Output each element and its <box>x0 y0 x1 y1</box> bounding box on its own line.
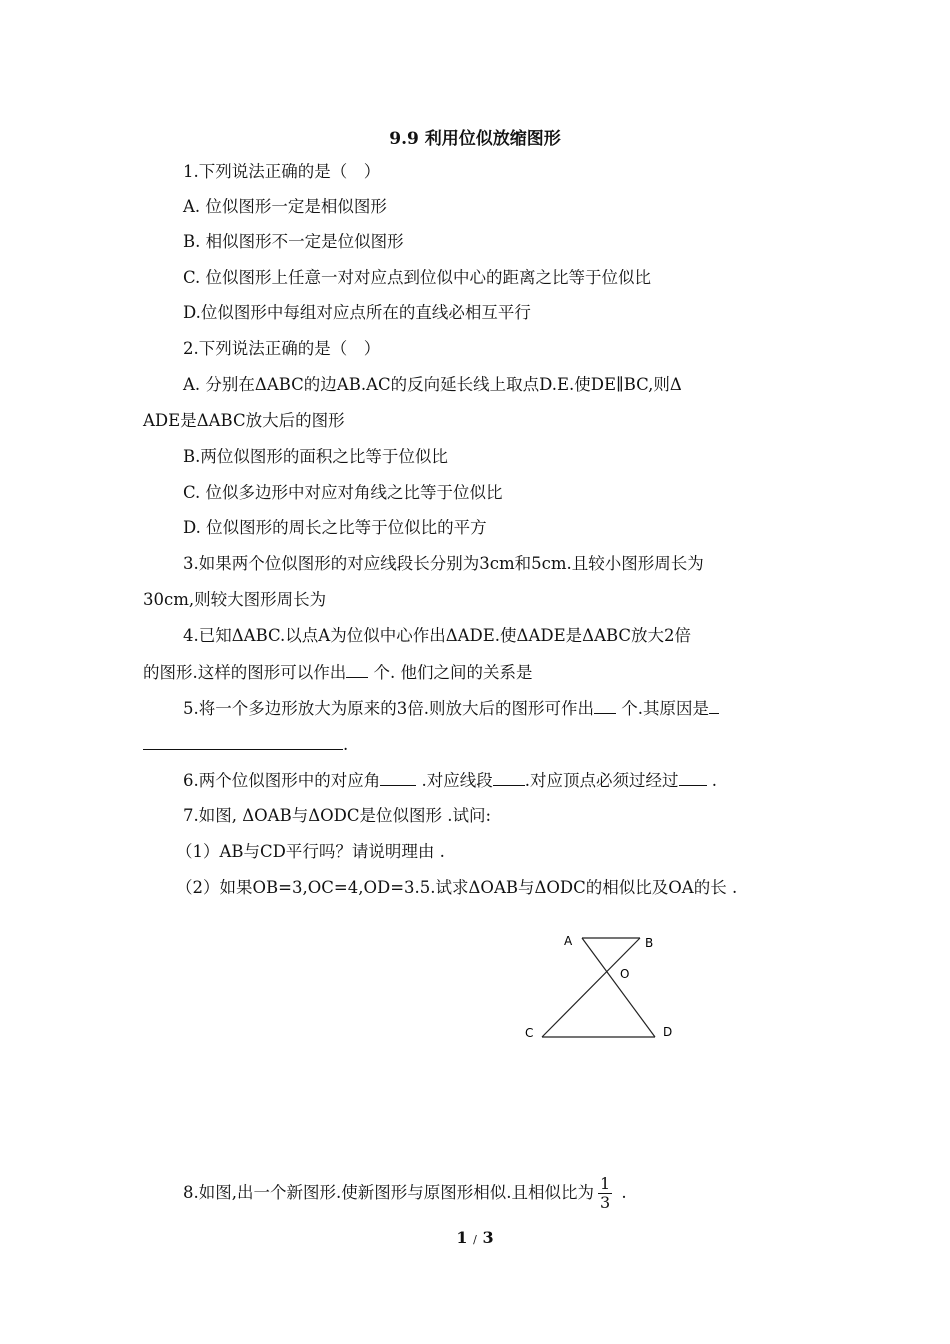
triangle-figure <box>515 925 685 1050</box>
label-b: B <box>645 936 654 950</box>
page-separator: / <box>473 1233 477 1246</box>
label-c: C <box>525 1026 534 1040</box>
q4-text-before: 的图形.这样的图形可以作出 <box>143 663 347 682</box>
segment-bc <box>542 938 640 1037</box>
q4-blank[interactable] <box>346 661 368 678</box>
q1-stem: 1.下列说法正确的是（ ） <box>183 162 381 181</box>
q6-text-seg: .对应线段 <box>421 771 493 790</box>
q5-text-before: 5.将一个多边形放大为原来的3倍.则放大后的图形可作出 <box>183 699 594 718</box>
q6-stem <box>183 769 717 792</box>
q5-end: . <box>343 735 349 754</box>
q8-stem <box>183 1175 627 1212</box>
q3-stem: 3.如果两个位似图形的对应线段长分别为3cm和5cm.且较小图形周长为 <box>183 554 704 573</box>
q4-text-after: 个. 他们之间的关系是 <box>373 663 533 682</box>
q1-option-c: C. 位似图形上任意一对对应点到位似中心的距离之比等于位似比 <box>183 268 652 287</box>
q2-option-b: B.两位似图形的面积之比等于位似比 <box>183 447 448 466</box>
q2-stem: 2.下列说法正确的是（ ） <box>183 339 381 358</box>
q5-stem-cont <box>143 733 348 756</box>
q6-end: . <box>711 771 717 790</box>
page-total: 3 <box>482 1228 494 1247</box>
q2-option-a: A. 分别在ΔABC的边AB.AC的反向延长线上取点D.E.使DE∥BC,则Δ <box>183 375 682 394</box>
q6-text-vert: .对应顶点必须过经过 <box>524 771 679 790</box>
q5-blank-count[interactable] <box>594 697 616 714</box>
q8-end: . <box>621 1183 627 1202</box>
q1-option-a: A. 位似图形一定是相似图形 <box>183 197 387 216</box>
label-a: A <box>564 934 573 948</box>
q7-part-1: （1）AB与CD平行吗？请说明理由 . <box>176 842 445 861</box>
q8-text: 8.如图,出一个新图形.使新图形与原图形相似.且相似比为 <box>183 1183 594 1202</box>
q6-text-angle: 6.两个位似图形中的对应角 <box>183 771 381 790</box>
fraction-numerator: 1 <box>599 1174 611 1193</box>
q6-blank-seg[interactable] <box>493 769 525 786</box>
q5-stem <box>183 697 719 720</box>
q4-stem: 4.已知ΔABC.以点A为位似中心作出ΔADE.使ΔADE是ΔABC放大2倍 <box>183 626 692 645</box>
page-title: 9.9 利用位似放缩图形 <box>389 129 561 149</box>
q1-option-b: B. 相似图形不一定是位似图形 <box>183 232 404 251</box>
q7-stem: 7.如图, ΔOAB与ΔODC是位似图形 .试问: <box>183 806 492 825</box>
q4-stem-cont <box>143 661 533 684</box>
q6-blank-vert[interactable] <box>679 769 707 786</box>
segment-ad <box>582 938 655 1037</box>
q3-stem-cont: 30cm,则较大图形周长为 <box>143 590 327 609</box>
q1-option-d: D.位似图形中每组对应点所在的直线必相互平行 <box>183 303 531 322</box>
q6-blank-angle[interactable] <box>380 769 416 786</box>
q5-text-mid: 个.其原因是 <box>621 699 709 718</box>
label-o: O <box>620 967 630 981</box>
fraction-one-third <box>598 1175 612 1212</box>
q5-blank-reason[interactable] <box>143 733 343 750</box>
page-current: 1 <box>456 1228 468 1247</box>
page-number <box>0 1228 950 1247</box>
q2-option-a-cont: ADE是ΔABC放大后的图形 <box>143 411 345 430</box>
q2-option-d: D. 位似图形的周长之比等于位似比的平方 <box>183 518 487 537</box>
q5-blank-reason-start[interactable] <box>709 697 719 714</box>
fraction-denominator: 3 <box>599 1193 611 1212</box>
q7-part-2: （2）如果OB=3,OC=4,OD=3.5.试求ΔOAB与ΔODC的相似比及OA的长 . <box>176 878 738 897</box>
q2-option-c: C. 位似多边形中对应对角线之比等于位似比 <box>183 483 503 502</box>
label-d: D <box>663 1025 673 1039</box>
